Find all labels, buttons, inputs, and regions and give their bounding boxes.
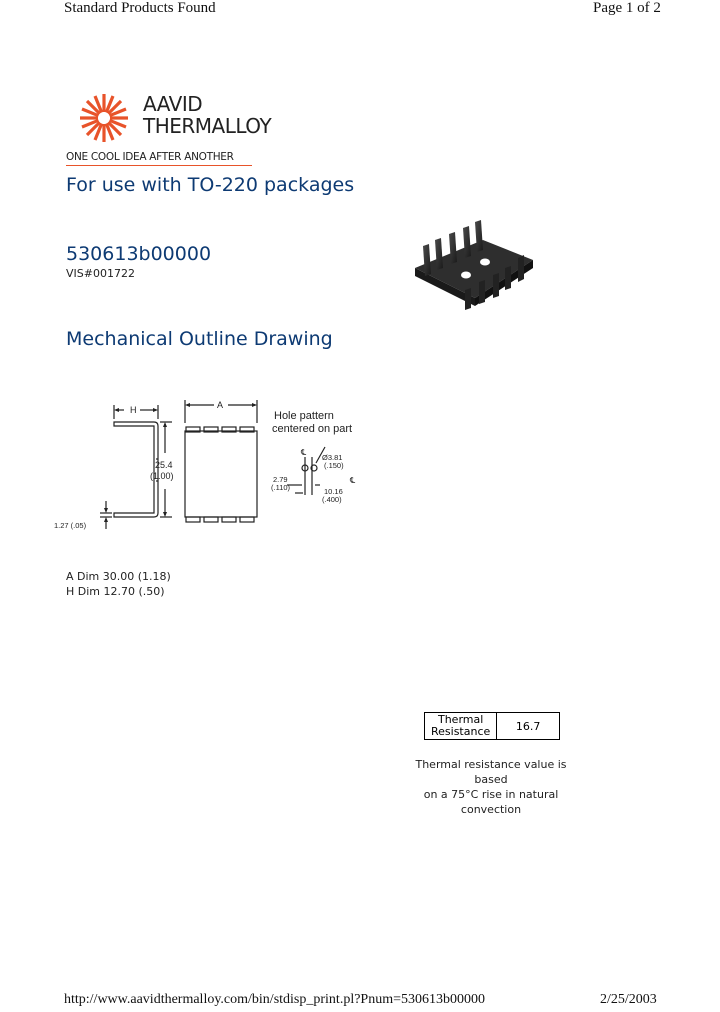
vis-number: VIS#001722	[66, 267, 135, 280]
thermal-note-line1: Thermal resistance value is based	[415, 758, 567, 786]
logo-line2: THERMALLOY	[143, 114, 272, 138]
footer-date: 2/25/2003	[600, 992, 657, 1007]
spacing-mm: 10.16	[324, 487, 343, 496]
thermal-label-line2: Resistance	[431, 725, 491, 738]
a-label: A	[217, 400, 224, 410]
thermal-label-line1: Thermal	[437, 713, 484, 726]
spacing-in: (.400)	[322, 495, 342, 504]
thermal-note-line2: on a 75°C rise in natural	[423, 788, 559, 801]
page-header-title: Standard Products Found	[64, 0, 216, 16]
thermal-resistance-label	[425, 713, 497, 740]
hole-dia-in: (.150)	[324, 461, 344, 470]
dimension-h-label: H Dim	[66, 585, 101, 598]
dimension-a	[66, 570, 171, 583]
section-title: Mechanical Outline Drawing	[66, 328, 333, 350]
h-label: H	[130, 405, 137, 415]
height-in: (1.00)	[150, 471, 174, 481]
offset-mm: 2.79	[273, 475, 288, 484]
sunburst-icon	[78, 92, 130, 144]
dimension-a-value: 30.00 (1.18)	[102, 570, 171, 583]
hole-dia-mm: Ø3.81	[322, 453, 343, 462]
dimension-a-label: A Dim	[66, 570, 100, 583]
thickness-label: 1.27 (.05)	[54, 521, 87, 530]
page-indicator: Page 1 of 2	[593, 0, 661, 16]
hole-note-line2: centered on part	[272, 423, 353, 435]
thermal-resistance-table	[424, 712, 560, 740]
centerline-mark: ℄	[301, 448, 307, 457]
hole-note-line1: Hole pattern	[274, 410, 334, 422]
thermal-resistance-value: 16.7	[497, 713, 560, 740]
thermal-note-line3: convection	[460, 803, 522, 816]
logo-underline	[66, 165, 252, 166]
dimension-h-value: 12.70 (.50)	[103, 585, 165, 598]
logo-tagline: ONE COOL IDEA AFTER ANOTHER	[66, 151, 234, 163]
mechanical-outline-drawing	[50, 395, 370, 540]
logo-line1: AAVID	[143, 92, 203, 116]
centerline-mark-2: ℄	[350, 476, 356, 485]
height-mm: 25.4	[155, 460, 173, 470]
subtitle: For use with TO-220 packages	[66, 174, 355, 196]
part-number: 530613b00000	[66, 243, 212, 265]
offset-in: (.110)	[271, 483, 291, 492]
dimension-h	[66, 585, 165, 598]
footer-url[interactable]: http://www.aavidthermalloy.com/bin/stdisp_print.pl?Pnum=530613b00000	[64, 992, 485, 1007]
thermal-note	[398, 757, 584, 817]
heatsink-product-image	[405, 210, 535, 310]
company-logo	[66, 88, 272, 168]
